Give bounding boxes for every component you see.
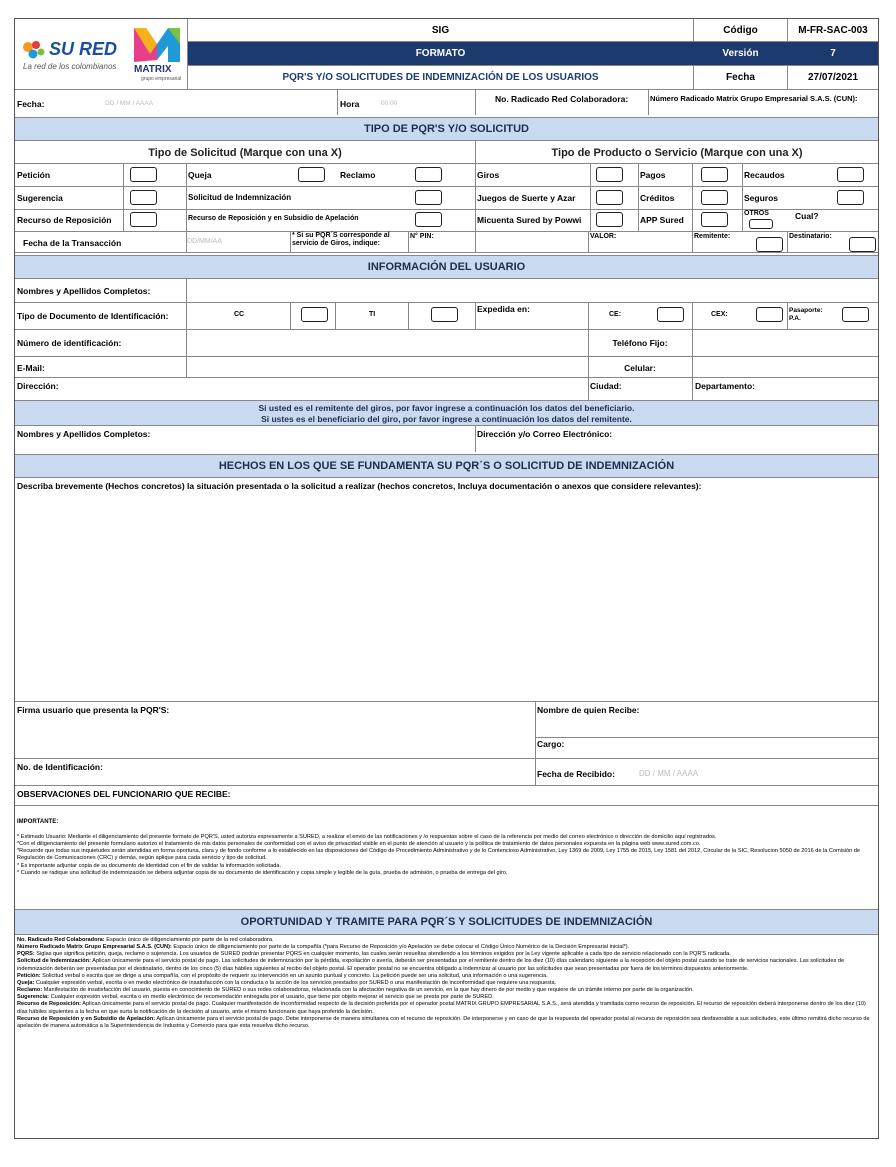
- beneficiary-line1: Si usted es el remitente del giros, por favor ingrese a continuación los datos del beneficiario.: [258, 403, 635, 413]
- section-tipo-pqr-title: TIPO DE PQR'S Y/O SOLICITUD: [364, 123, 529, 135]
- section-info-usuario: [15, 255, 878, 279]
- micuenta-checkbox[interactable]: [596, 212, 623, 227]
- oportunidad-item: Queja: Cualquier expresión verbal, escrita o en medio electrónico de insatisfacción con la conducta o la acción de los servicios prestados por SURED o una manifestación de inconformidad que requiere una respuesta.: [17, 979, 557, 986]
- nombre-recibe-label: Nombre de quien Recibe:: [537, 705, 640, 715]
- otros-label: OTROS: [744, 210, 769, 217]
- ti-label: TI: [369, 311, 376, 318]
- giros-label: Giros: [477, 170, 500, 180]
- valor-label: VALOR:: [590, 233, 617, 240]
- remitente-checkbox[interactable]: [756, 237, 783, 252]
- ti-checkbox[interactable]: [431, 307, 458, 322]
- sig-label: SIG: [431, 25, 450, 36]
- matrix-sub: grupo empresarial: [141, 76, 182, 82]
- matrix-logo: [131, 24, 183, 84]
- departamento-label: Departamento:: [695, 381, 755, 391]
- ce-checkbox[interactable]: [657, 307, 684, 322]
- juegos-label: Juegos de Suerte y Azar: [477, 193, 576, 203]
- cex-label: CEX:: [711, 311, 728, 318]
- hora-field-input[interactable]: 00:00: [381, 100, 398, 107]
- remitente-label: Remitente:: [694, 233, 731, 240]
- codigo-label: Código: [723, 25, 758, 36]
- otros-checkbox[interactable]: [749, 219, 773, 229]
- fecha-transaccion-label: Fecha de la Transacción: [23, 238, 122, 248]
- sugerencia-label: Sugerencia: [17, 193, 63, 203]
- destinatario-checkbox[interactable]: [849, 237, 876, 252]
- sured-logo: [21, 35, 133, 75]
- oportunidad-item: Petición: Solicitud verbal o escrita que se dirige a una compañía, con el propósito de requerir su intervención en un asunto puntual y concreto. La petición puede ser una solicitud, una información o una sugerencia.: [17, 972, 548, 979]
- queja-checkbox[interactable]: [298, 167, 325, 182]
- celular-label: Celular:: [624, 363, 656, 373]
- recaudos-checkbox[interactable]: [837, 167, 864, 182]
- giros-checkbox[interactable]: [596, 167, 623, 182]
- version-value: 7: [830, 48, 836, 59]
- reclamo-checkbox[interactable]: [415, 167, 442, 182]
- matrix-name: MATRIX: [134, 64, 172, 75]
- tipo-doc-label: Tipo de Documento de Identificación:: [17, 311, 169, 321]
- pasaporte-checkbox[interactable]: [842, 307, 869, 322]
- hechos-textarea[interactable]: [15, 491, 878, 701]
- version-label: Versión: [722, 48, 759, 59]
- hora-field-label: Hora: [340, 99, 360, 109]
- tipo-solicitud-heading: Tipo de Solicitud (Marque con una X): [148, 147, 342, 159]
- importante-line: *Recuerde que todas sus inquietudes serán atendidas en forma oportuna, clara y de fondo conforme a lo establecido en las disposiciones del Código de Procedimiento Administrativo y de lo Contencioso Administrativo, Ley 1369 de 2009, Ley 1755 de 2015, Ley 1581 del 2012, Circular de la SIC, Resolucion 5050 de 2016 de la Comisión de Regulación de Comunicaciones (CRC) y demás, según aplique para cada servicio y tipo de solicitud.: [17, 848, 861, 862]
- pasaporte-label: Pasaporte: P.A.: [789, 307, 823, 322]
- giros-note: * Si su PQR´S corresponde al servicio de Giros, indique:: [292, 232, 390, 248]
- section-hechos: [15, 454, 878, 478]
- tipo-producto-heading: Tipo de Producto o Servicio (Marque con una X): [551, 147, 803, 159]
- fecha-value: 27/07/2021: [807, 72, 859, 83]
- seguros-label: Seguros: [744, 193, 779, 203]
- cex-checkbox[interactable]: [756, 307, 783, 322]
- expedida-label: Expedida en:: [477, 304, 530, 314]
- form-title: PQR'S Y/O SOLICITUDES DE INDEMNIZACIÓN DE LOS USUARIOS: [282, 72, 599, 83]
- recaudos-label: Recaudos: [744, 170, 785, 180]
- sured-tagline: La red de los colombianos: [23, 62, 117, 71]
- sured-dots-icon: [21, 39, 47, 61]
- oportunidad-item: Recurso de Reposición: Aplican únicamente para el servicio postal de pago. Cualquier manifestación de inconformidad respecto de la decisión proferida por el operador postal MATRIX GRUPO EMPRESARIAL S.A.S., será atendida y tramitada como recurso de reposición. El recurso de reposición deberá interponerse dentro de los diez (10) días hábiles siguientes a la fecha en que surta la notificación de la decisión al usuario, ante el mismo funcionario que haya proferido la decisión.: [17, 1001, 866, 1015]
- importante-text: [17, 834, 876, 877]
- fecha-transaccion-input[interactable]: DD/MM/AA: [187, 238, 222, 245]
- oportunidad-item: Reclamo: Manifestación de insatisfacción del usuario, puesta en conocimiento de SURED o sus redes colaboradoras, relacionada con la afectación negativa de un servicio, en la que hay dinero de por medio y que requiere de un trámite interno por parte de la organización.: [17, 987, 694, 994]
- sugerencia-checkbox[interactable]: [130, 190, 157, 205]
- form-page: [14, 18, 879, 1139]
- cc-checkbox[interactable]: [301, 307, 328, 322]
- peticion-checkbox[interactable]: [130, 167, 157, 182]
- fecha-field-input[interactable]: DD / MM / AAAA: [105, 100, 154, 107]
- telefono-label: Teléfono Fijo:: [612, 338, 668, 348]
- formato-label: FORMATO: [415, 48, 466, 59]
- section-oportunidad-title: OPORTUNIDAD Y TRAMITE PARA PQR´S Y SOLICITUDES DE INDEMNIZACIÓN: [240, 916, 653, 928]
- peticion-label: Petición: [17, 170, 51, 180]
- section-info-usuario-title: INFORMACIÓN DEL USUARIO: [367, 261, 526, 273]
- oportunidad-item: Recurso de Reposición y en Subsidio de Apelación: Aplican únicamente para el servicio postal de pago. Debe interponerse de manera simultanea con el recurso de reposición. De interponerse y en caso de que la respuesta del operador postal al recurso de reposición sea desfavorable a sus solicitudes, este último remitirá dicho recurso de apelación de manera automática a la Superintendencia de Industria y Comercio para que esta resuelva dicho recurso.: [17, 1015, 870, 1029]
- oportunidad-text: [17, 937, 876, 1030]
- radicado-red-label: No. Radicado Red Colaboradora:: [495, 94, 629, 104]
- importante-line: * Es importante adjuntar copia de su documento de identidad con el fin de validar la información solicitada.: [17, 862, 281, 869]
- radicado-matrix-label: Número Radicado Matrix Grupo Empresarial S.A.S. (CUN):: [650, 94, 858, 103]
- oportunidad-item: Sugerencia: Cualquier expresión verbal, escrita o en medio electrónico de recomendación entregada por el usuario, que tiene por objeto mejorar el servicio que se presta por parte de SURED.: [17, 994, 494, 1001]
- app-sured-checkbox[interactable]: [701, 212, 728, 227]
- beneficiary-nombres-label: Nombres y Apellidos Completos:: [17, 429, 151, 439]
- section-oportunidad: [15, 909, 878, 935]
- cc-label: CC: [234, 311, 245, 318]
- fecha-recibido-input[interactable]: DD / MM / AAAA: [639, 769, 699, 778]
- describa-label: Describa brevemente (Hechos concretos) la situación presentada o la solicitud a realizar (hechos concretos, Incluya documentación o anexos que considere relevantes):: [17, 481, 702, 491]
- beneficiary-banner: [15, 400, 878, 426]
- importante-line: *Con el diligenciamiento del presente formulario autorizo el tratamiento de mis datos personales de conformidad con el aviso de privacidad visible en el punto de atención al usuario y la política de tratamiento de datos personales expuesta en la página web www.sured.com.co.: [17, 841, 701, 848]
- section-tipo-pqr: [15, 117, 878, 141]
- destinatario-label: Destinatario:: [789, 233, 832, 240]
- ciudad-label: Ciudad:: [590, 381, 622, 391]
- cargo-label: Cargo:: [537, 739, 565, 749]
- importante-line: * Cuando se radique una solicitud de indemnización se deberá adjuntar copia de su documento de identificación y copia simple y legible de la guía, prueba de admisión, o prueba de entrega del giro.: [17, 869, 508, 876]
- juegos-checkbox[interactable]: [596, 190, 623, 205]
- no-id-label: No. de Identificación:: [17, 762, 103, 772]
- pagos-checkbox[interactable]: [701, 167, 728, 182]
- direccion-label: Dirección:: [17, 381, 59, 391]
- micuenta-label: Micuenta Sured by Powwi: [477, 215, 582, 225]
- oportunidad-item: PQRS: Siglas que significa petición, queja, reclamo o sujerencia. Los usuarios de SURED podrán presentar PQRS en cualquier momento, las cuales serán resueltas atendiendo a los términos exigidos por la Ley vigente aplicable a cada tipo de servicio relacionado con la PQR'S radicada.: [17, 951, 731, 958]
- app-sured-label: APP Sured: [640, 215, 684, 225]
- email-label: E-Mail:: [17, 363, 45, 373]
- fecha-recibido-label: Fecha de Recibido:: [537, 769, 615, 779]
- creditos-label: Créditos: [640, 193, 675, 203]
- oportunidad-item: Número Radicado Matrix Grupo Empresarial S.A.S. (CUN): Espacio único de diligenciamiento por parte de la compañía (*para Recurso de Reposición y/o Apelación se debe colocar el Código Único Numérico de la Decisión Empresarial inicial*).: [17, 944, 630, 951]
- importante-title: IMPORTANTE:: [17, 819, 59, 825]
- solicitud-indemnizacion-checkbox[interactable]: [415, 190, 442, 205]
- beneficiary-line2: Si ustes es el beneficiario del giro, por favor ingrese a continuación los datos del remitente.: [261, 414, 632, 424]
- seguros-checkbox[interactable]: [837, 190, 864, 205]
- recurso-reposicion-checkbox[interactable]: [130, 212, 157, 227]
- fecha-label: Fecha: [726, 72, 755, 83]
- creditos-checkbox[interactable]: [701, 190, 728, 205]
- beneficiary-direccion-label: Dirección y/o Correo Electrónico:: [477, 429, 613, 439]
- recurso-apelacion-checkbox[interactable]: [415, 212, 442, 227]
- nombres-label: Nombres y Apellidos Completos:: [17, 286, 151, 296]
- importante-line: * Estimado Usuario: Mediante el diligenciamiento del presente formato de PQR'S, usted autoriza expresamente a SURED, a realizar el envio de las notificaciones y /o respuestas sobre el caso de la referencia por medio del correo electrónico o dirección de domicilio aquí registrados.: [17, 834, 717, 840]
- num-id-label: Número de identificación:: [17, 338, 122, 348]
- pin-label: N° PIN:: [410, 233, 434, 240]
- solicitud-indemnizacion-label: Solicitud de Indemnización: [188, 193, 292, 202]
- reclamo-label: Reclamo: [340, 170, 376, 180]
- section-hechos-title: HECHOS EN LOS QUE SE FUNDAMENTA SU PQR´S O SOLICITUD DE INDEMNIZACIÓN: [218, 460, 675, 472]
- fecha-field-label: Fecha:: [17, 99, 45, 109]
- recurso-reposicion-label: Recurso de Reposición: [17, 215, 112, 225]
- observaciones-label: OBSERVACIONES DEL FUNCIONARIO QUE RECIBE:: [17, 789, 231, 799]
- sured-logo-text: SU RED: [49, 39, 118, 59]
- queja-label: Queja: [188, 170, 212, 180]
- cual-label: Cual?: [795, 211, 819, 221]
- ce-label: CE:: [609, 311, 622, 318]
- firma-label: Firma usuario que presenta la PQR'S:: [17, 705, 170, 715]
- recurso-apelacion-label: Recurso de Reposición y en Subsidio de Apelación: [188, 215, 359, 222]
- codigo-value: M-FR-SAC-003: [798, 25, 868, 36]
- oportunidad-item: No. Radicado Red Colaboradora: Espacio único de diligenciamiento por parte de la red colaboradora.: [17, 937, 274, 943]
- pagos-label: Pagos: [640, 170, 666, 180]
- oportunidad-item: Solicitud de Indemnización: Aplican únicamente para el servicio postal de pago. Las solicitudes de indemnización por la pérdida, expoliación o avería, deberán ser presentadas por el remitente dentro de los diez (10) días calendario siguiente a la recepción del objeto postal cuando se trate de servicios nacionales. Las solicitudes de indemnización deberán ser presentadas por el destinatario, dentro de los cinco (5) días hábiles siguientes al recibo del objeto postal. El operador postal no se encuentra obligado a indemnizar al usuario por las solicitudes que sean presentadas por fuera de los términos dispuestos anteriormente.: [17, 958, 845, 972]
- matrix-m-icon: [134, 24, 180, 62]
